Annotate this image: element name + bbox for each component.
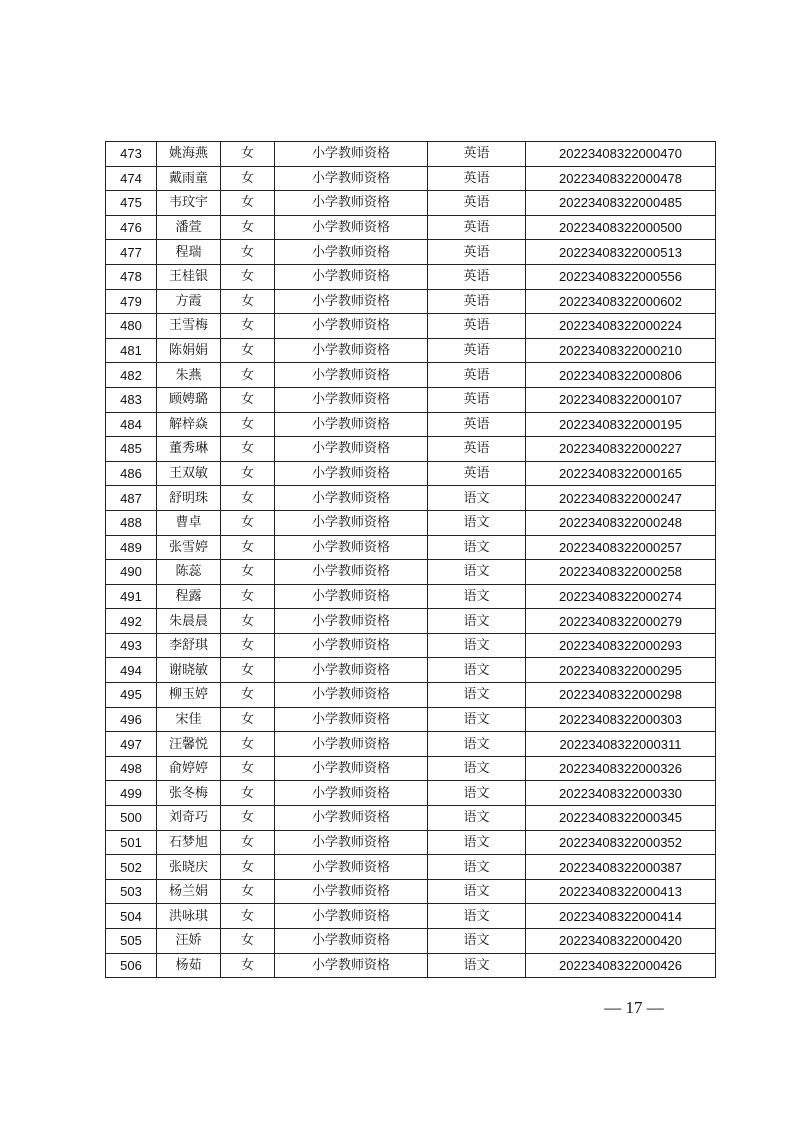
subject: 语文 [428,584,526,609]
row-number: 487 [106,486,157,511]
ticket-number: 20223408322000806 [526,363,716,388]
ticket-number: 20223408322000227 [526,437,716,462]
subject: 语文 [428,781,526,806]
subject: 语文 [428,560,526,585]
table-row [106,264,716,289]
candidate-gender: 女 [221,510,275,535]
subject: 语文 [428,486,526,511]
subject: 语文 [428,879,526,904]
ticket-number: 20223408322000195 [526,412,716,437]
subject: 英语 [428,338,526,363]
subject: 英语 [428,387,526,412]
candidate-name: 程露 [157,584,221,609]
subject: 英语 [428,363,526,388]
subject: 英语 [428,289,526,314]
table-row [106,510,716,535]
subject: 语文 [428,535,526,560]
candidate-gender: 女 [221,437,275,462]
candidate-gender: 女 [221,412,275,437]
table-row [106,289,716,314]
row-number: 491 [106,584,157,609]
row-number: 477 [106,240,157,265]
row-number: 484 [106,412,157,437]
row-number: 497 [106,732,157,757]
table-row [106,658,716,683]
candidate-name: 解梓焱 [157,412,221,437]
ticket-number: 20223408322000295 [526,658,716,683]
candidate-name: 程瑞 [157,240,221,265]
row-number: 485 [106,437,157,462]
position-type: 小学教师资格 [275,240,428,265]
candidate-name: 汪馨悦 [157,732,221,757]
row-number: 499 [106,781,157,806]
row-number: 492 [106,609,157,634]
candidate-gender: 女 [221,240,275,265]
position-type: 小学教师资格 [275,314,428,339]
subject: 语文 [428,707,526,732]
table-row [106,904,716,929]
ticket-number: 20223408322000247 [526,486,716,511]
table-row [106,707,716,732]
subject: 语文 [428,683,526,708]
table-row [106,584,716,609]
candidate-gender: 女 [221,461,275,486]
position-type: 小学教师资格 [275,806,428,831]
table-row [106,953,716,978]
table-row [106,560,716,585]
ticket-number: 20223408322000210 [526,338,716,363]
subject: 英语 [428,412,526,437]
subject: 语文 [428,732,526,757]
position-type: 小学教师资格 [275,732,428,757]
position-type: 小学教师资格 [275,338,428,363]
candidate-name: 曹卓 [157,510,221,535]
candidate-name: 刘奇巧 [157,806,221,831]
candidate-gender: 女 [221,142,275,167]
candidate-name: 顾娉璐 [157,387,221,412]
row-number: 486 [106,461,157,486]
subject: 语文 [428,830,526,855]
candidate-name: 石梦旭 [157,830,221,855]
candidate-gender: 女 [221,879,275,904]
subject: 语文 [428,806,526,831]
row-number: 500 [106,806,157,831]
subject: 语文 [428,929,526,954]
subject: 英语 [428,191,526,216]
table-row [106,412,716,437]
candidate-name: 张冬梅 [157,781,221,806]
row-number: 479 [106,289,157,314]
position-type: 小学教师资格 [275,535,428,560]
position-type: 小学教师资格 [275,879,428,904]
position-type: 小学教师资格 [275,658,428,683]
subject: 语文 [428,855,526,880]
ticket-number: 20223408322000602 [526,289,716,314]
ticket-number: 20223408322000293 [526,633,716,658]
candidate-gender: 女 [221,830,275,855]
row-number: 473 [106,142,157,167]
position-type: 小学教师资格 [275,437,428,462]
subject: 语文 [428,658,526,683]
row-number: 504 [106,904,157,929]
position-type: 小学教师资格 [275,953,428,978]
candidate-name: 韦玟宇 [157,191,221,216]
candidate-gender: 女 [221,683,275,708]
row-number: 503 [106,879,157,904]
page-number: — 17 — [604,998,664,1017]
ticket-number: 20223408322000311 [526,732,716,757]
position-type: 小学教师资格 [275,142,428,167]
candidate-gender: 女 [221,633,275,658]
subject: 语文 [428,953,526,978]
candidate-gender: 女 [221,215,275,240]
candidate-gender: 女 [221,314,275,339]
table-row [106,166,716,191]
position-type: 小学教师资格 [275,461,428,486]
position-type: 小学教师资格 [275,215,428,240]
candidate-gender: 女 [221,904,275,929]
table-row [106,314,716,339]
candidate-name: 汪娇 [157,929,221,954]
ticket-number: 20223408322000470 [526,142,716,167]
row-number: 505 [106,929,157,954]
table-row [106,387,716,412]
subject: 语文 [428,756,526,781]
subject: 英语 [428,240,526,265]
candidate-gender: 女 [221,264,275,289]
row-number: 496 [106,707,157,732]
candidate-gender: 女 [221,191,275,216]
ticket-number: 20223408322000426 [526,953,716,978]
candidate-name: 杨茹 [157,953,221,978]
ticket-number: 20223408322000387 [526,855,716,880]
row-number: 489 [106,535,157,560]
candidate-name: 柳玉婷 [157,683,221,708]
ticket-number: 20223408322000345 [526,806,716,831]
candidate-gender: 女 [221,289,275,314]
position-type: 小学教师资格 [275,363,428,388]
subject: 英语 [428,437,526,462]
table-row [106,191,716,216]
table-row [106,363,716,388]
candidate-name: 俞婷婷 [157,756,221,781]
position-type: 小学教师资格 [275,166,428,191]
table-row [106,461,716,486]
candidate-name: 张晓庆 [157,855,221,880]
ticket-number: 20223408322000224 [526,314,716,339]
subject: 英语 [428,142,526,167]
table-row [106,535,716,560]
candidate-gender: 女 [221,781,275,806]
ticket-number: 20223408322000248 [526,510,716,535]
position-type: 小学教师资格 [275,486,428,511]
position-type: 小学教师资格 [275,683,428,708]
position-type: 小学教师资格 [275,929,428,954]
candidate-gender: 女 [221,609,275,634]
position-type: 小学教师资格 [275,560,428,585]
candidate-name: 朱晨晨 [157,609,221,634]
ticket-number: 20223408322000413 [526,879,716,904]
table-row [106,732,716,757]
ticket-number: 20223408322000107 [526,387,716,412]
row-number: 480 [106,314,157,339]
row-number: 494 [106,658,157,683]
ticket-number: 20223408322000274 [526,584,716,609]
row-number: 501 [106,830,157,855]
row-number: 493 [106,633,157,658]
row-number: 490 [106,560,157,585]
subject: 英语 [428,215,526,240]
table-row [106,756,716,781]
ticket-number: 20223408322000330 [526,781,716,806]
row-number: 498 [106,756,157,781]
row-number: 481 [106,338,157,363]
row-number: 483 [106,387,157,412]
roster-body [106,142,716,978]
table-row [106,338,716,363]
ticket-number: 20223408322000258 [526,560,716,585]
ticket-number: 20223408322000500 [526,215,716,240]
candidate-name: 王桂银 [157,264,221,289]
candidate-name: 潘萱 [157,215,221,240]
candidate-gender: 女 [221,535,275,560]
ticket-number: 20223408322000414 [526,904,716,929]
ticket-number: 20223408322000420 [526,929,716,954]
position-type: 小学教师资格 [275,855,428,880]
candidate-gender: 女 [221,929,275,954]
candidate-gender: 女 [221,584,275,609]
ticket-number: 20223408322000298 [526,683,716,708]
candidate-name: 谢晓敏 [157,658,221,683]
subject: 英语 [428,264,526,289]
ticket-number: 20223408322000165 [526,461,716,486]
position-type: 小学教师资格 [275,609,428,634]
position-type: 小学教师资格 [275,387,428,412]
candidate-name: 姚海燕 [157,142,221,167]
position-type: 小学教师资格 [275,633,428,658]
position-type: 小学教师资格 [275,412,428,437]
row-number: 474 [106,166,157,191]
candidate-name: 杨兰娟 [157,879,221,904]
candidate-name: 宋佳 [157,707,221,732]
candidate-name: 董秀琳 [157,437,221,462]
candidate-gender: 女 [221,387,275,412]
ticket-number: 20223408322000257 [526,535,716,560]
subject: 英语 [428,314,526,339]
table-row [106,879,716,904]
candidate-gender: 女 [221,363,275,388]
row-number: 495 [106,683,157,708]
table-row [106,633,716,658]
subject: 语文 [428,510,526,535]
candidate-gender: 女 [221,658,275,683]
table-row [106,486,716,511]
table-row [106,830,716,855]
candidate-name: 洪咏琪 [157,904,221,929]
position-type: 小学教师资格 [275,756,428,781]
candidate-name: 李舒琪 [157,633,221,658]
row-number: 488 [106,510,157,535]
candidate-name: 方霞 [157,289,221,314]
ticket-number: 20223408322000556 [526,264,716,289]
position-type: 小学教师资格 [275,510,428,535]
candidate-gender: 女 [221,732,275,757]
position-type: 小学教师资格 [275,707,428,732]
roster-table [105,141,716,978]
candidate-name: 王雪梅 [157,314,221,339]
row-number: 476 [106,215,157,240]
candidate-gender: 女 [221,953,275,978]
ticket-number: 20223408322000478 [526,166,716,191]
candidate-gender: 女 [221,855,275,880]
table-row [106,437,716,462]
row-number: 475 [106,191,157,216]
candidate-name: 舒明珠 [157,486,221,511]
position-type: 小学教师资格 [275,830,428,855]
row-number: 482 [106,363,157,388]
candidate-name: 王双敏 [157,461,221,486]
table-row [106,683,716,708]
subject: 英语 [428,166,526,191]
table-row [106,855,716,880]
candidate-gender: 女 [221,166,275,191]
candidate-gender: 女 [221,756,275,781]
table-row [106,142,716,167]
position-type: 小学教师资格 [275,781,428,806]
position-type: 小学教师资格 [275,289,428,314]
table-row [106,240,716,265]
candidate-name: 陈蕊 [157,560,221,585]
candidate-gender: 女 [221,560,275,585]
candidate-gender: 女 [221,707,275,732]
table-row [106,806,716,831]
ticket-number: 20223408322000485 [526,191,716,216]
row-number: 502 [106,855,157,880]
candidate-name: 张雪婷 [157,535,221,560]
ticket-number: 20223408322000352 [526,830,716,855]
position-type: 小学教师资格 [275,584,428,609]
row-number: 506 [106,953,157,978]
candidate-gender: 女 [221,806,275,831]
ticket-number: 20223408322000279 [526,609,716,634]
table-row [106,781,716,806]
subject: 英语 [428,461,526,486]
ticket-number: 20223408322000513 [526,240,716,265]
subject: 语文 [428,609,526,634]
table-row [106,609,716,634]
ticket-number: 20223408322000326 [526,756,716,781]
position-type: 小学教师资格 [275,904,428,929]
ticket-number: 20223408322000303 [526,707,716,732]
candidate-gender: 女 [221,486,275,511]
position-type: 小学教师资格 [275,191,428,216]
candidate-name: 陈娟娟 [157,338,221,363]
subject: 语文 [428,633,526,658]
candidate-name: 朱燕 [157,363,221,388]
table-row [106,929,716,954]
candidate-name: 戴雨童 [157,166,221,191]
position-type: 小学教师资格 [275,264,428,289]
row-number: 478 [106,264,157,289]
table-row [106,215,716,240]
subject: 语文 [428,904,526,929]
candidate-gender: 女 [221,338,275,363]
